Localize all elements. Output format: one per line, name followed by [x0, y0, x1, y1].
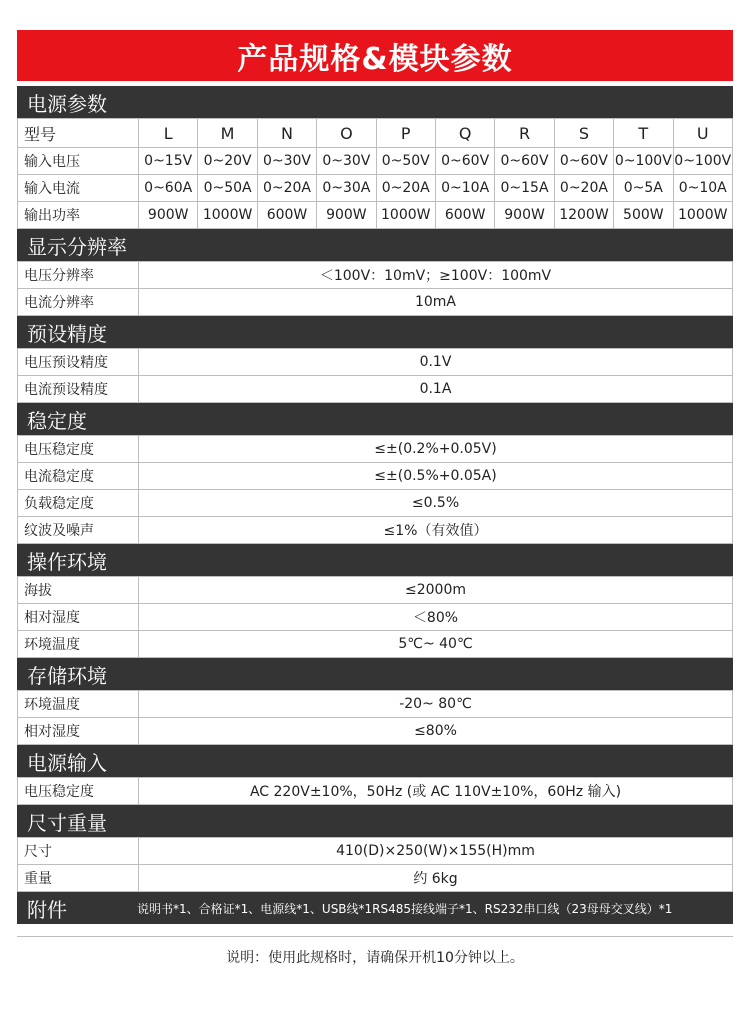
value-cell: ≤0.5% [139, 490, 733, 517]
value-cell: ≤80% [139, 718, 733, 745]
model-header-label: 型号 [18, 119, 139, 148]
section-heading: 尺寸重量 [17, 805, 733, 837]
value-cell: AC 220V±10%，50Hz (或 AC 110V±10%，60Hz 输入) [139, 778, 733, 805]
table-row [18, 838, 733, 865]
power-spec-table [17, 118, 733, 229]
row-label: 重量 [18, 865, 139, 892]
value-cell: 0.1A [139, 376, 733, 403]
value-cell: 0~30A [317, 175, 376, 202]
value-cell: 5℃~ 40℃ [139, 631, 733, 658]
value-cell: 约 6kg [139, 865, 733, 892]
table-row [18, 490, 733, 517]
table-row [18, 778, 733, 805]
row-label: 相对湿度 [18, 718, 139, 745]
value-cell: 500W [614, 202, 673, 229]
value-cell: ≤±(0.5%+0.05A) [139, 463, 733, 490]
value-cell: 10mA [139, 289, 733, 316]
value-cell: 410(D)×250(W)×155(H)mm [139, 838, 733, 865]
table-row [18, 436, 733, 463]
value-cell: ≤2000m [139, 577, 733, 604]
value-cell: 0~5A [614, 175, 673, 202]
value-cell: 0~15V [139, 148, 198, 175]
value-cell: ＜100V：10mV；≥100V：100mV [139, 262, 733, 289]
row-label: 输入电流 [18, 175, 139, 202]
row-label: 相对湿度 [18, 604, 139, 631]
value-cell: -20~ 80℃ [139, 691, 733, 718]
row-label: 纹波及噪声 [18, 517, 139, 544]
table-row [18, 202, 733, 229]
value-cell: 0~15A [495, 175, 554, 202]
table-row [18, 517, 733, 544]
value-cell: 600W [435, 202, 494, 229]
spec-table [17, 348, 733, 403]
model-cell: M [198, 119, 257, 148]
value-cell: 900W [495, 202, 554, 229]
table-row [18, 865, 733, 892]
section-heading-power: 电源参数 [17, 86, 733, 118]
section-heading: 预设精度 [17, 316, 733, 348]
row-label: 电压稳定度 [18, 778, 139, 805]
value-cell: ＜80% [139, 604, 733, 631]
table-row [18, 376, 733, 403]
row-label: 电流稳定度 [18, 463, 139, 490]
row-label: 环境温度 [18, 631, 139, 658]
model-cell: N [257, 119, 316, 148]
section-heading: 存储环境 [17, 658, 733, 690]
section-heading: 显示分辨率 [17, 229, 733, 261]
value-cell: 0~60V [495, 148, 554, 175]
usage-note: 说明：使用此规格时，请确保开机10分钟以上。 [17, 936, 733, 967]
row-label: 电压稳定度 [18, 436, 139, 463]
table-row [18, 262, 733, 289]
spec-table [17, 690, 733, 745]
row-label: 海拔 [18, 577, 139, 604]
section-heading: 操作环境 [17, 544, 733, 576]
value-cell: 1200W [554, 202, 613, 229]
section-heading: 稳定度 [17, 403, 733, 435]
value-cell: ≤±(0.2%+0.05V) [139, 436, 733, 463]
value-cell: 0~50A [198, 175, 257, 202]
row-label: 环境温度 [18, 691, 139, 718]
row-label: 电流分辨率 [18, 289, 139, 316]
value-cell: 0~100V [673, 148, 732, 175]
value-cell: 900W [139, 202, 198, 229]
value-cell: ≤1%（有效值） [139, 517, 733, 544]
value-cell: 0~60V [435, 148, 494, 175]
value-cell: 0~50V [376, 148, 435, 175]
model-header-row [18, 119, 733, 148]
row-label: 电压预设精度 [18, 349, 139, 376]
model-cell: Q [435, 119, 494, 148]
value-cell: 0~10A [435, 175, 494, 202]
table-row [18, 691, 733, 718]
value-cell: 1000W [673, 202, 732, 229]
model-cell: P [376, 119, 435, 148]
page-title: 产品规格&模块参数 [17, 30, 733, 81]
row-label: 电流预设精度 [18, 376, 139, 403]
model-cell: T [614, 119, 673, 148]
value-cell: 0~10A [673, 175, 732, 202]
spec-table [17, 435, 733, 544]
table-row [18, 718, 733, 745]
value-cell: 0~30V [317, 148, 376, 175]
spec-table [17, 576, 733, 658]
model-cell: U [673, 119, 732, 148]
table-row [18, 577, 733, 604]
spec-table [17, 261, 733, 316]
row-label: 输出功率 [18, 202, 139, 229]
value-cell: 1000W [198, 202, 257, 229]
spec-sections [17, 229, 733, 892]
table-row [18, 463, 733, 490]
table-row [18, 148, 733, 175]
model-cell: R [495, 119, 554, 148]
row-label: 输入电压 [18, 148, 139, 175]
value-cell: 0~20V [198, 148, 257, 175]
value-cell: 0.1V [139, 349, 733, 376]
accessories-list: 说明书*1、合格证*1、电源线*1、USB线*1RS485接线端子*1、RS232串口线（23母母交叉线）*1 [137, 901, 673, 916]
table-row [18, 175, 733, 202]
table-row [18, 349, 733, 376]
model-cell: O [317, 119, 376, 148]
spec-sheet [17, 86, 733, 967]
spec-table [17, 837, 733, 892]
value-cell: 0~100V [614, 148, 673, 175]
value-cell: 0~20A [257, 175, 316, 202]
model-cell: L [139, 119, 198, 148]
value-cell: 1000W [376, 202, 435, 229]
table-row [18, 631, 733, 658]
row-label: 电压分辨率 [18, 262, 139, 289]
value-cell: 0~60A [139, 175, 198, 202]
section-heading-accessories [17, 892, 733, 924]
spec-table [17, 777, 733, 805]
value-cell: 0~30V [257, 148, 316, 175]
accessories-title: 附件 [27, 897, 67, 922]
value-cell: 900W [317, 202, 376, 229]
row-label: 负载稳定度 [18, 490, 139, 517]
row-label: 尺寸 [18, 838, 139, 865]
value-cell: 600W [257, 202, 316, 229]
table-row [18, 289, 733, 316]
value-cell: 0~20A [376, 175, 435, 202]
value-cell: 0~20A [554, 175, 613, 202]
section-heading: 电源输入 [17, 745, 733, 777]
table-row [18, 604, 733, 631]
value-cell: 0~60V [554, 148, 613, 175]
model-cell: S [554, 119, 613, 148]
